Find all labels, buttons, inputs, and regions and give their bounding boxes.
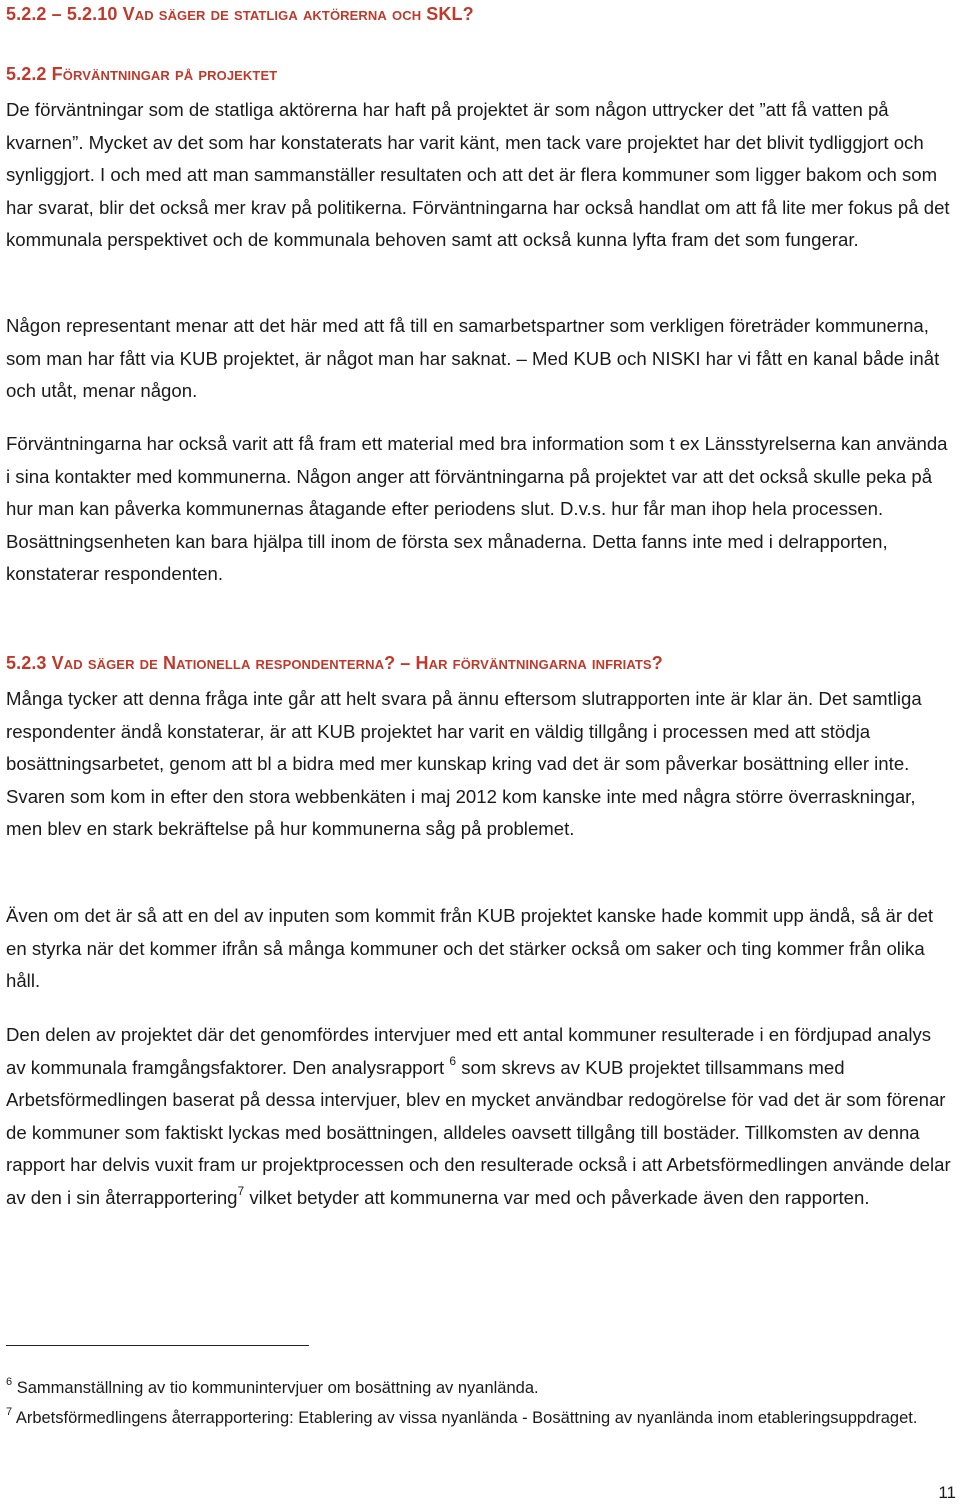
page-number: 11 bbox=[938, 1483, 956, 1502]
footnote-6 bbox=[6, 1374, 954, 1403]
heading-title: Förväntningar på projektet bbox=[51, 64, 278, 84]
footnote-text: Arbetsförmedlingens återrapportering: Etablering av vissa nyanlända - Bosättning av nyanlända inom etableringsuppdraget. bbox=[15, 1409, 918, 1427]
section-heading-5-2-3 bbox=[6, 653, 663, 674]
paragraph-representative: Någon representant menar att det här med att få till en samarbetspartner som verkligen företräder kommunerna, som man har fått via KUB projektet, är något man har saknat. – Med KUB och NISKI har vi fått en kanal både inåt och utåt, menar någon. bbox=[6, 315, 940, 401]
heading-number: 5.2.2 – 5.2.10 bbox=[6, 4, 118, 24]
paragraph-text: som skrevs av KUB projektet tillsammans med Arbetsförmedlingen baserat på dessa intervjuer, blev en mycket användbar redogörelse för vad det är som förenar de kommuner som faktiskt lyckas med bosättningen, alldeles oavsett tillgång till bostäder. Tillkomsten av denna rapport har delvis vuxit fram ur projektprocessen och den resulterade också i att Arbetsförmedlingen använde delar av den i sin återrapportering bbox=[6, 1056, 951, 1208]
footnote-text: Sammanställning av tio kommunintervjuer om bosättning av nyanlända. bbox=[16, 1379, 539, 1397]
paragraph-even-if: Även om det är så att en del av inputen som kommit från KUB projektet kanske hade kommit upp ändå, så är det en styrka när det kommer ifrån så många kommuner och det stärker också om saker och ting kommer från olika håll. bbox=[6, 905, 934, 991]
paragraph-text: Den delen av projektet där det genomfördes intervjuer med ett antal kommuner resulterade i en fördjupad analys av kommunala framgångsfaktorer. Den analysrapport bbox=[6, 1024, 932, 1078]
paragraph-many-think: Många tycker att denna fråga inte går att helt svara på ännu eftersom slutrapporten inte är klar än. Det samtliga respondenter ändå konstaterar, är att KUB projektet har varit en väldig tillgång i processen med att stödja bosättningsarbetet, genom att bl a bidra med mer kunskap kring vad det är som påverkar bosättning eller inte. Svaren som kom in efter den stora webbenkäten i maj 2012 kom kanske inte med några större överraskningar, men blev en stark bekräftelse på hur kommunerna såg på problemet. bbox=[6, 688, 922, 839]
heading-title-b: Har förväntningarna infriats? bbox=[415, 653, 663, 673]
footnote-separator bbox=[6, 1345, 309, 1346]
section-heading-5-2-2 bbox=[6, 64, 277, 85]
section-heading-5-2-2-5-2-10 bbox=[6, 4, 474, 25]
paragraph-material: Förväntningarna har också varit att få fram ett material med bra information som t ex Länsstyrelserna kan använda i sina kontakter med kommunerna. Någon anger att förväntningarna på projektet var att det också skulle peka på hur man kan påverka kommunernas åtagande efter periodens slut. D.v.s. hur får man ihop hela processen. Bosättningsenheten kan bara hjälpa till inom de första sex månaderna. Detta fanns inte med i delrapporten, konstaterar respondenten. bbox=[6, 433, 948, 584]
heading-number: 5.2.2 bbox=[6, 64, 47, 84]
footnote-7 bbox=[6, 1404, 954, 1433]
paragraph-expectations: De förväntningar som de statliga aktörerna har haft på projektet är som någon uttrycker det ”att få vatten på kvarnen”. Mycket av det som har konstaterats har varit känt, men tack vare projektet har det blivit tydliggjort och synliggjort. I och med att man sammanställer resultaten och att det är flera kommuner som ligger bakom och som har svarat, blir det också mer krav på politikerna. Förväntningarna har också handlat om att få lite mer fokus på det kommunala perspektivet och de kommunala behoven samt att också kunna lyfta fram det som fungerar. bbox=[6, 99, 950, 250]
heading-dash: – bbox=[395, 653, 416, 673]
paragraph-text: vilket betyder att kommunerna var med och påverkade även den rapporten. bbox=[244, 1186, 870, 1208]
footnote-number: 6 bbox=[6, 1376, 13, 1388]
footnote-ref-6[interactable]: 6 bbox=[449, 1053, 457, 1068]
paragraph-analysis bbox=[6, 1019, 954, 1214]
heading-title-a: Vad säger de Nationella respondenterna? bbox=[51, 653, 396, 673]
footnote-ref-7[interactable]: 7 bbox=[237, 1183, 245, 1198]
heading-number: 5.2.3 bbox=[6, 653, 47, 673]
heading-title: Vad säger de statliga aktörerna och SKL? bbox=[122, 4, 474, 24]
footnote-number: 7 bbox=[6, 1406, 13, 1418]
